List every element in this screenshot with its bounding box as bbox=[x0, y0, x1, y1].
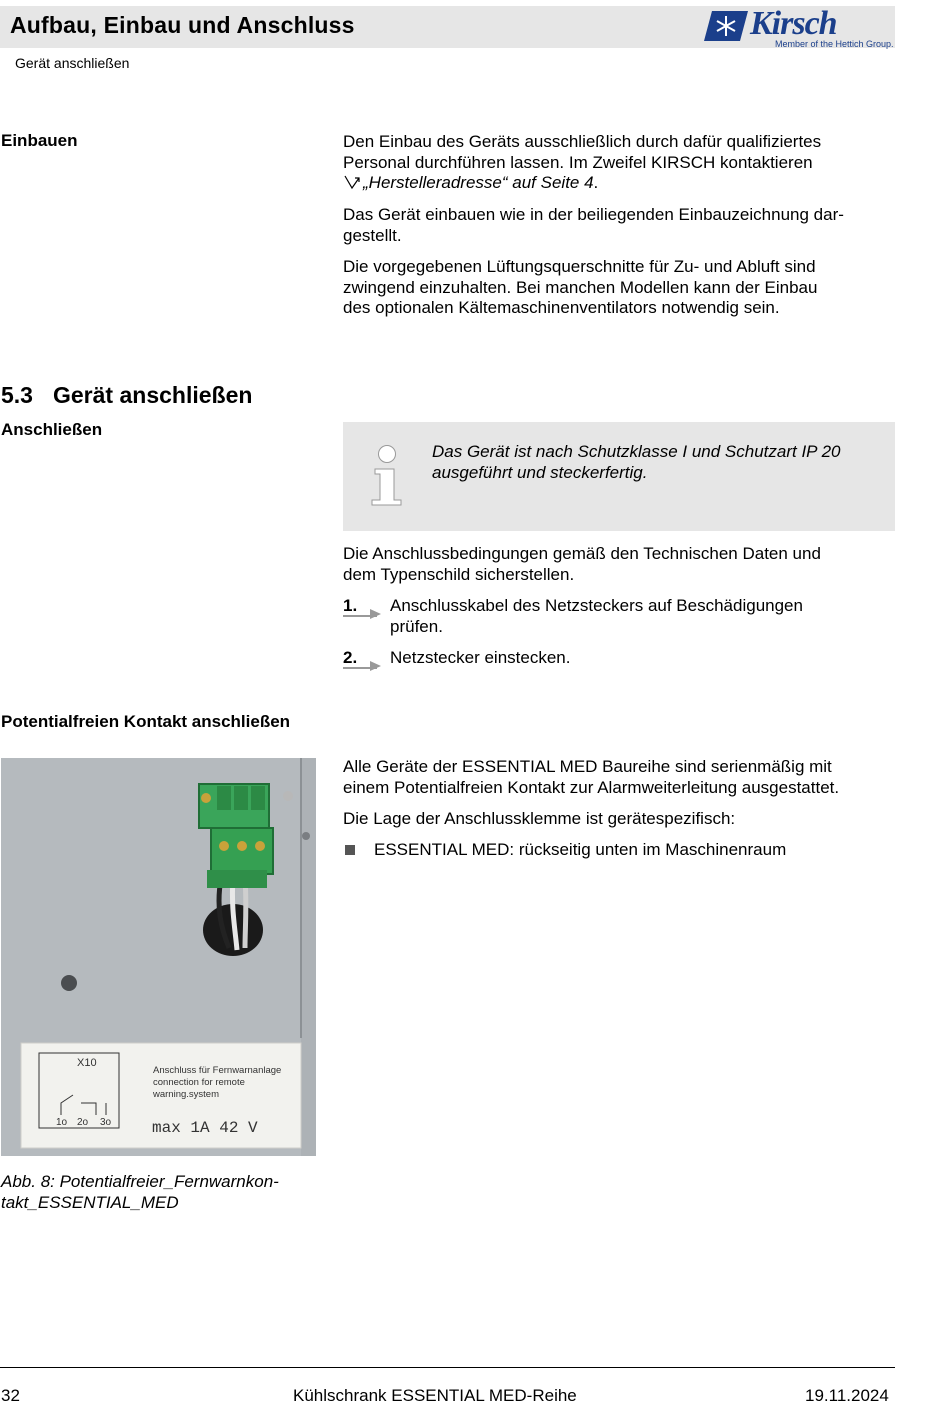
label-pin: 2o bbox=[77, 1117, 89, 1128]
step-number: 2. bbox=[343, 648, 358, 667]
potential-paragraph-2: Die Lage der Anschlussklemme ist gerätespezifisch: bbox=[343, 809, 736, 828]
text-line bbox=[343, 173, 895, 194]
label-line: Anschluss für Fernwarnanlage bbox=[153, 1065, 282, 1076]
manufacturer-address-link[interactable]: „Herstelleradresse“ auf Seite 4 bbox=[363, 173, 594, 192]
page-number: 32 bbox=[1, 1386, 20, 1405]
text-line: Anschlusskabel des Netzsteckers auf Beschädigungen bbox=[390, 596, 803, 615]
text-line: gestellt. bbox=[343, 225, 402, 245]
page-title: Aufbau, Einbau und Anschluss bbox=[10, 12, 355, 38]
anschliessen-paragraph bbox=[343, 544, 895, 585]
cross-reference-arrow-icon bbox=[343, 174, 363, 190]
label-line: warning.system bbox=[153, 1089, 219, 1100]
text-line: prüfen. bbox=[390, 616, 443, 636]
step-text bbox=[390, 648, 890, 669]
logo-wordmark: Kirsch bbox=[750, 5, 837, 42]
text-line: Das Gerät ist nach Schutzklasse I und Schutzart IP 20 bbox=[432, 442, 841, 461]
step-number: 1. bbox=[343, 596, 358, 615]
text-end: . bbox=[593, 173, 599, 192]
text-line: Die Anschlussbedingungen gemäß den Technischen Daten und bbox=[343, 544, 821, 563]
text-line: takt_ESSENTIAL_MED bbox=[1, 1192, 179, 1212]
terminal-photo-drawing bbox=[1, 758, 316, 1156]
terminal-photo bbox=[1, 758, 316, 1156]
snowflake-logo-icon bbox=[704, 11, 748, 41]
text-line: einem Potentialfreien Kontakt zur Alarmweiterleitung ausgestattet. bbox=[343, 777, 840, 797]
step-arrow-icon bbox=[343, 608, 383, 620]
text-line: Den Einbau des Geräts ausschließlich durch dafür qualifiziertes bbox=[343, 132, 822, 151]
kirsch-logo bbox=[700, 5, 894, 50]
heading-anschliessen: Anschließen bbox=[1, 420, 103, 439]
page-subtitle: Gerät anschließen bbox=[15, 55, 130, 71]
bullet-square-icon bbox=[345, 845, 355, 855]
potential-paragraph-1 bbox=[343, 757, 895, 798]
label-pin: 3o bbox=[100, 1117, 112, 1128]
text-line: des optionalen Kältemaschinenventilators notwendig sein. bbox=[343, 298, 780, 317]
logo-tagline: Member of the Hettich Group. bbox=[775, 39, 894, 49]
section-name: Gerät anschließen bbox=[53, 382, 253, 408]
einbauen-paragraph-1 bbox=[343, 132, 895, 194]
heading-potentialfreier-kontakt: Potentialfreien Kontakt anschließen bbox=[1, 712, 291, 731]
text-line: Abb. 8: Potentialfreier_Fernwarnkon- bbox=[1, 1172, 279, 1191]
text-line: Personal durchführen lassen. Im Zweifel KIRSCH kontaktieren bbox=[343, 152, 813, 172]
document-title: Kühlschrank ESSENTIAL MED-Reihe bbox=[293, 1386, 577, 1405]
text-line: dem Typenschild sicherstellen. bbox=[343, 564, 575, 584]
info-text bbox=[432, 442, 887, 483]
text-line: Alle Geräte der ESSENTIAL MED Baureihe sind serienmäßig mit bbox=[343, 757, 832, 776]
step-text bbox=[390, 596, 890, 637]
label-max: max 1A 42 V bbox=[152, 1119, 258, 1137]
figure-caption bbox=[1, 1172, 321, 1213]
label-x10: X10 bbox=[77, 1057, 97, 1069]
info-box bbox=[343, 422, 895, 531]
step-item bbox=[343, 648, 895, 670]
label-pin: 1o bbox=[56, 1117, 68, 1128]
text-line: Die vorgegebenen Lüftungsquerschnitte für Zu- und Abluft sind bbox=[343, 257, 816, 276]
section-title bbox=[1, 382, 252, 409]
step-arrow-icon bbox=[343, 660, 383, 672]
text-line: Netzstecker einstecken. bbox=[390, 648, 571, 667]
text-line: ausgeführt und steckerfertig. bbox=[432, 462, 648, 482]
info-icon bbox=[367, 442, 407, 506]
heading-einbauen: Einbauen bbox=[1, 131, 78, 150]
section-number: 5.3 bbox=[1, 382, 33, 408]
text-line: Das Gerät einbauen wie in der beiliegenden Einbauzeichnung dar- bbox=[343, 205, 844, 224]
text-line: zwingend einzuhalten. Bei manchen Modellen kann der Einbau bbox=[343, 277, 818, 297]
bullet-text: ESSENTIAL MED: rückseitig unten im Maschinenraum bbox=[374, 840, 787, 859]
document-date: 19.11.2024 bbox=[805, 1386, 889, 1405]
step-item bbox=[343, 596, 895, 638]
label-line: connection for remote bbox=[153, 1077, 245, 1088]
einbauen-paragraph-3 bbox=[343, 257, 895, 319]
einbauen-paragraph-2 bbox=[343, 205, 895, 246]
footer-divider bbox=[0, 1367, 895, 1368]
